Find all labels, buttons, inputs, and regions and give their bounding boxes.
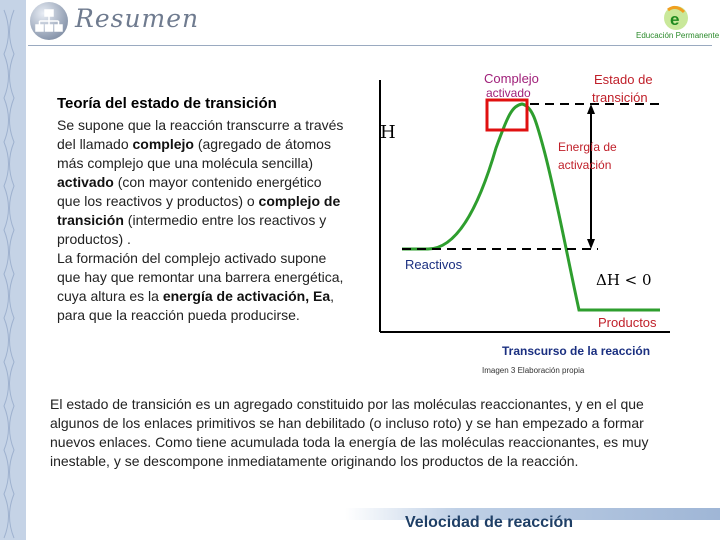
transition-state-paragraph: El estado de transición es un agregado constituido por las moléculas reaccionantes, y en el que algunos de los enlaces primitivos se han debilitado (o incluso roto) y se han empezado a formar nuevos enlaces. Como tiene acumulada toda la energía de las moléculas reaccionantes, es muy inestable, y se descompone inmediatamente originando los productos de la reacción. <box>50 396 649 469</box>
estado-label-line2: transición <box>592 90 648 105</box>
text-segment: (intermedio entre los reactivos y productos) . <box>57 212 327 247</box>
energia-label-line1: Energía de <box>558 140 617 154</box>
products-label: Productos <box>598 315 657 330</box>
hierarchy-icon <box>30 2 68 40</box>
bold-term: complejo <box>132 136 194 152</box>
complejo-label-line2: activado <box>486 86 531 100</box>
text-segment: (con mayor contenido energético que los reactivos y productos) o <box>57 174 322 209</box>
page-header-title: Resumen <box>75 4 200 33</box>
theory-paragraph <box>57 116 347 325</box>
image-caption: Imagen 3 Elaboración propia <box>482 366 585 375</box>
section-title: Teoría del estado de transición <box>57 95 277 112</box>
bold-term: complejo de transición <box>57 193 341 228</box>
enthalpy-change-label: ΔH < 0 <box>596 271 652 289</box>
complejo-label-line1: Complejo <box>484 71 539 86</box>
header-divider <box>28 45 712 46</box>
estado-label-line1: Estado de <box>594 72 653 87</box>
brand-logo-icon <box>662 4 690 32</box>
left-decorative-strip <box>0 0 26 540</box>
y-axis-label: H <box>380 122 396 143</box>
text-segment: Se supone que la reacción transcurre a través del llamado <box>57 117 344 152</box>
text-segment: (agregado de átomos más complejo que una molécula sencilla) <box>57 136 331 171</box>
text-segment: , para que la reacción pueda producirse. <box>57 288 335 323</box>
reactants-label: Reactivos <box>405 257 463 272</box>
energy-diagram <box>360 60 680 360</box>
bold-term: activado <box>57 174 114 190</box>
energia-label-line2: activación <box>558 158 612 172</box>
x-axis-label: Transcurso de la reacción <box>502 344 651 358</box>
text-segment: La formación del complejo activado supone que hay que remontar una barrera energética, cuya altura es la <box>57 250 344 304</box>
bold-term: energía de activación, Ea <box>162 288 331 304</box>
footer-title: Velocidad de reacción <box>405 514 574 531</box>
brand-name: Educación Permanente <box>636 31 720 40</box>
activation-arrow-head-down <box>587 239 595 249</box>
activation-arrow-head-up <box>587 104 595 114</box>
brand-mark: e <box>670 10 680 29</box>
